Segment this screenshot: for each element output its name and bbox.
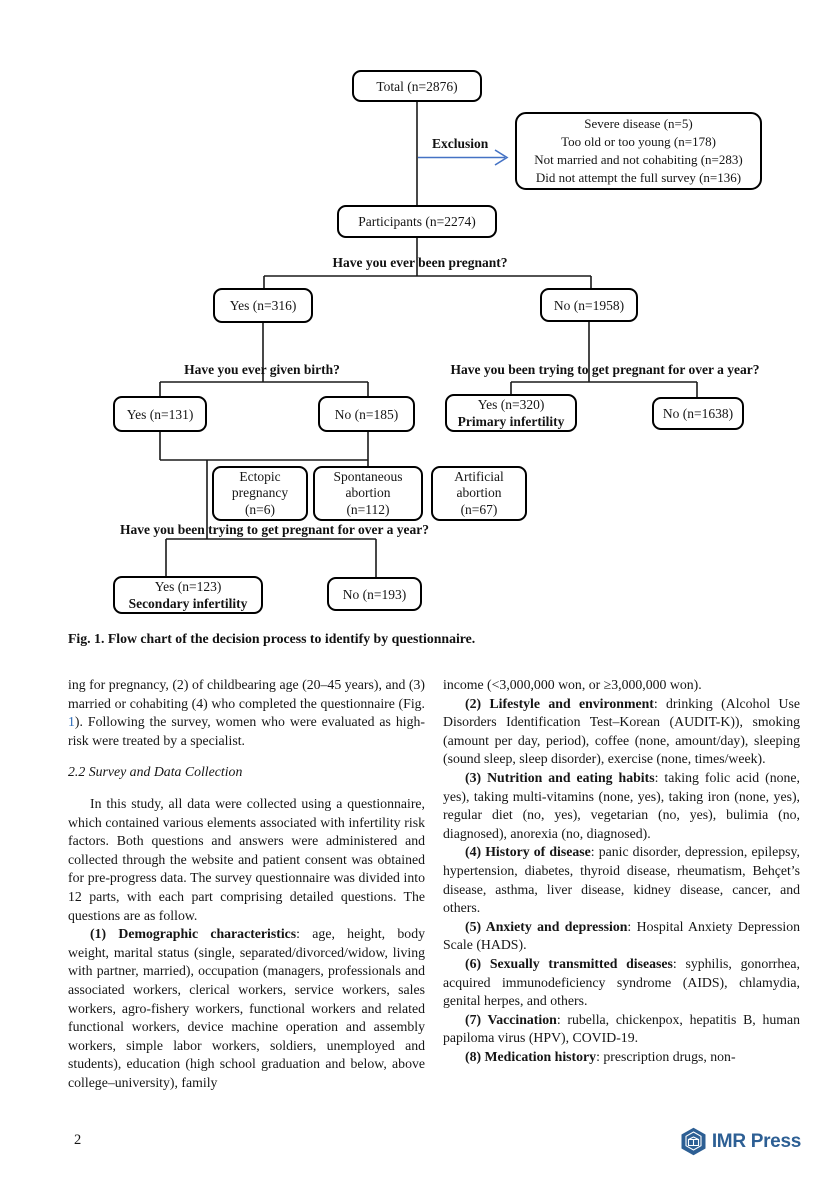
artificial-line: abortion xyxy=(456,485,502,501)
list-item-3 xyxy=(443,769,800,843)
artificial-line: (n=67) xyxy=(460,501,498,517)
flowchart-box-no-birth: No (n=185) xyxy=(318,396,415,432)
figure-caption: Fig. 1. Flow chart of the decision process to identify by questionnaire. xyxy=(68,631,476,646)
flowchart-box-no-pregnant: No (n=1958) xyxy=(540,288,638,322)
paragraph-survey: In this study, all data were collected using a questionnaire, which contained various elements associated with infertility risk factors. Both questions and answers were administered and collected through the website and patient consent was obtained for pre-progress data. The survey questionnaire was divided into 12 parts, with each part comprising detailed questions. The questions are as follow. xyxy=(68,795,425,923)
list-item-lead: (1) Demographic characteristics xyxy=(90,926,297,942)
list-item-8 xyxy=(443,1048,800,1067)
paragraph-income-continuation: income (<3,000,000 won, or ≥3,000,000 won). xyxy=(443,677,702,692)
paragraph-text: ing for pregnancy, (2) of childbearing age (20–45 years), and (3) married or cohabiting (4) who completed the questionnaire (Fig. xyxy=(68,677,425,711)
list-item-text: : taking folic acid (none, yes), taking multi-vitamins (none, yes), taking iron (none, yes), regular diet (no, yes), vegetarian (no, yes), bulimia (no, diagnosed), anorexia (no, diagnosed). xyxy=(443,769,800,841)
exclusion-label: Exclusion xyxy=(432,136,489,151)
list-item-lead: (8) Medication history xyxy=(465,1048,597,1064)
right-column xyxy=(443,676,800,1066)
list-item-text: : drinking (Alcohol Use Disorders Identification Test–Korean (AUDIT-K)), smoking (amount per day, period), coffee (none, amount/day), sleeping (sound sleep, sleep disorder), exercise (none, times/week). xyxy=(443,695,800,767)
section-heading-2-2: 2.2 Survey and Data Collection xyxy=(68,764,243,780)
ectopic-line: pregnancy xyxy=(231,485,289,501)
list-item-text: : prescription drugs, non- xyxy=(596,1048,736,1064)
list-item-text: : rubella, chickenpox, hepatitis B, human papiloma virus (HPV), COVID-19. xyxy=(443,1011,800,1046)
spontaneous-line: (n=112) xyxy=(346,501,390,517)
primary-infertility-count: Yes (n=320) xyxy=(477,396,545,412)
primary-infertility-label: Primary infertility xyxy=(457,414,565,429)
spontaneous-line: Spontaneous xyxy=(333,468,403,484)
list-item-text: : age, height, body weight, marital status (single, separated/divorced/widow, living with partner, married), occupation (managers, professionals and associated workers, clerical workers, service workers, sales workers, agro-fishery workers, functional workers and related functional workers, device machine operation and assembly workers, simple labor workers, soldiers, unemployed and students), education (high school graduation and below, above college–university), family xyxy=(68,926,425,1090)
paragraph-text: ). Following the survey, women who were evaluated as high-risk were treated by a specialist. xyxy=(68,714,425,748)
exclusion-reason: Not married and not cohabiting (n=283) xyxy=(534,152,743,167)
exclusion-reason: Too old or too young (n=178) xyxy=(561,134,716,149)
figure-1-link[interactable]: 1 xyxy=(68,714,75,730)
list-item-7 xyxy=(443,1011,800,1048)
list-item-1 xyxy=(68,925,425,1092)
list-item-text: : panic disorder, depression, epilepsy, hypertension, diabetes, thyroid disease, rheumatism, Behçet’s disease, asthma, liver disease, kidney disease, cancer, and others. xyxy=(443,844,800,916)
flowchart-box-spontaneous-abortion xyxy=(313,466,423,521)
question-trying-over-year-bottom: Have you been trying to get pregnant for over a year? xyxy=(120,522,429,537)
left-column xyxy=(68,676,425,1092)
flowchart-box-yes-pregnant: Yes (n=316) xyxy=(213,288,313,323)
flowchart-box-ectopic-pregnancy xyxy=(212,466,308,521)
flowchart-box-yes-birth: Yes (n=131) xyxy=(113,396,207,432)
exclusion-reason: Severe disease (n=5) xyxy=(584,116,693,131)
spontaneous-line: abortion xyxy=(345,485,391,501)
ectopic-line: (n=6) xyxy=(244,501,276,517)
flowchart-box-no-primary: No (n=1638) xyxy=(652,397,744,430)
imr-press-hexagon-icon xyxy=(680,1127,707,1156)
list-item-lead: (2) Lifestyle and environment xyxy=(465,695,654,711)
paragraph-continuation xyxy=(68,676,425,750)
page-number: 2 xyxy=(74,1132,82,1148)
list-item-lead: (7) Vaccination xyxy=(465,1011,557,1027)
list-item-lead: (4) History of disease xyxy=(465,844,591,860)
flowchart-box-participants: Participants (n=2274) xyxy=(337,205,497,238)
list-item-text: : Hospital Anxiety Depression Scale (HADS). xyxy=(443,918,800,953)
question-ever-pregnant: Have you ever been pregnant? xyxy=(332,255,508,270)
flowchart-box-no-secondary: No (n=193) xyxy=(327,577,422,611)
flowchart-box-secondary-infertility xyxy=(113,576,263,614)
flowchart-box-exclusion xyxy=(515,112,762,190)
list-item-text: : syphilis, gonorrhea, acquired immunodeficiency syndrome (AIDS), chlamydia, genital herpes, and others. xyxy=(443,955,800,1009)
secondary-infertility-label: Secondary infertility xyxy=(128,596,248,611)
secondary-infertility-count: Yes (n=123) xyxy=(154,578,222,594)
artificial-line: Artificial xyxy=(454,468,504,484)
flowchart-box-artificial-abortion xyxy=(431,466,527,521)
ectopic-line: Ectopic xyxy=(239,468,281,484)
list-item-2 xyxy=(443,695,800,769)
flowchart-box-primary-infertility xyxy=(445,394,577,432)
list-item-lead: (5) Anxiety and depression xyxy=(465,918,628,934)
list-item-lead: (3) Nutrition and eating habits xyxy=(465,769,655,785)
exclusion-reason: Did not attempt the full survey (n=136) xyxy=(535,170,742,185)
list-item-lead: (6) Sexually transmitted diseases xyxy=(465,955,673,971)
list-item-5 xyxy=(443,918,800,955)
imr-press-logo[interactable] xyxy=(680,1127,801,1156)
flowchart-box-total: Total (n=2876) xyxy=(352,70,482,102)
list-item-4 xyxy=(443,843,800,917)
question-trying-over-year-right: Have you been trying to get pregnant for over a year? xyxy=(450,362,760,377)
list-item-6 xyxy=(443,955,800,1011)
exclusion-arrowhead xyxy=(495,150,507,165)
question-given-birth: Have you ever given birth? xyxy=(184,362,340,377)
imr-press-logo-text: IMR Press xyxy=(711,1130,801,1152)
